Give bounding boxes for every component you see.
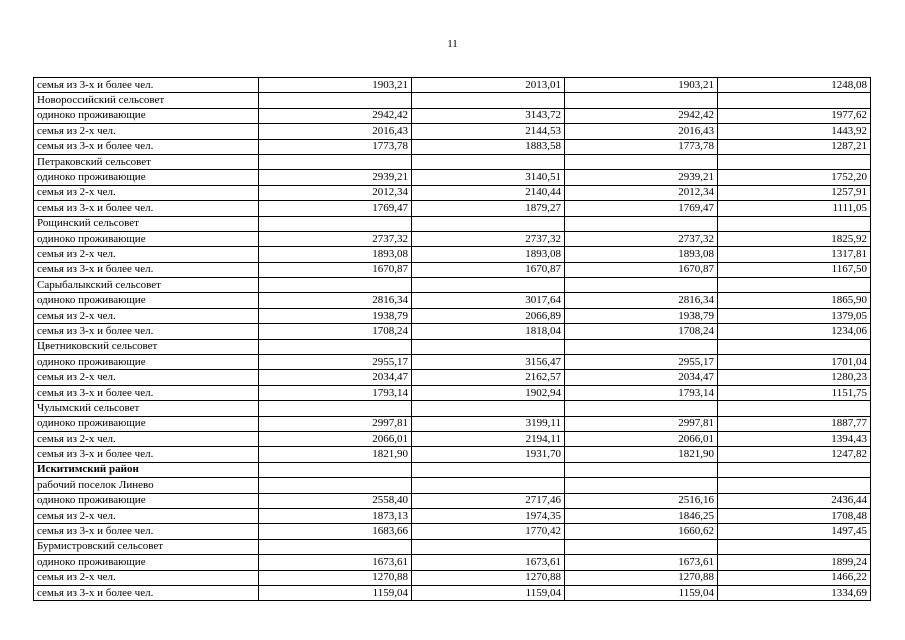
value-cell-2: 1893,08	[412, 247, 565, 262]
value-cell-4	[718, 478, 871, 493]
row-label: семья из 2-х чел.	[34, 124, 259, 139]
table-row	[34, 431, 871, 446]
value-cell-4: 1151,75	[718, 385, 871, 400]
table-row	[34, 78, 871, 93]
value-cell-2: 1270,88	[412, 570, 565, 585]
value-cell-1: 2016,43	[259, 124, 412, 139]
value-cell-1: 2939,21	[259, 170, 412, 185]
row-label: семья из 2-х чел.	[34, 508, 259, 523]
value-cell-2: 1673,61	[412, 555, 565, 570]
value-cell-3: 2955,17	[565, 355, 718, 370]
value-cell-3	[565, 539, 718, 554]
section-header-row	[34, 216, 871, 231]
value-cell-3: 1660,62	[565, 524, 718, 539]
value-cell-4: 1247,82	[718, 447, 871, 462]
value-cell-3: 2016,43	[565, 124, 718, 139]
table-row	[34, 416, 871, 431]
value-cell-4: 1887,77	[718, 416, 871, 431]
row-label: семья из 3-х и более чел.	[34, 78, 259, 93]
value-cell-2	[412, 462, 565, 477]
value-cell-3	[565, 216, 718, 231]
row-label: семья из 2-х чел.	[34, 247, 259, 262]
value-cell-4: 1379,05	[718, 308, 871, 323]
section-header-row	[34, 278, 871, 293]
value-cell-2	[412, 539, 565, 554]
table-row	[34, 324, 871, 339]
row-label: семья из 3-х и более чел.	[34, 262, 259, 277]
value-cell-1	[259, 278, 412, 293]
value-cell-4: 1701,04	[718, 355, 871, 370]
value-cell-4: 1167,50	[718, 262, 871, 277]
section-header-row	[34, 539, 871, 554]
value-cell-3: 1159,04	[565, 585, 718, 600]
value-cell-1	[259, 401, 412, 416]
row-label: семья из 3-х и более чел.	[34, 447, 259, 462]
value-cell-1	[259, 154, 412, 169]
value-cell-1: 2034,47	[259, 370, 412, 385]
value-cell-1	[259, 462, 412, 477]
value-cell-3	[565, 462, 718, 477]
row-label: одиноко проживающие	[34, 555, 259, 570]
table-row	[34, 570, 871, 585]
subsistence-table	[33, 77, 871, 601]
value-cell-2: 3017,64	[412, 293, 565, 308]
value-cell-1	[259, 339, 412, 354]
value-cell-3	[565, 278, 718, 293]
value-cell-3: 1270,88	[565, 570, 718, 585]
value-cell-2: 1883,58	[412, 139, 565, 154]
table-row	[34, 370, 871, 385]
value-cell-3	[565, 339, 718, 354]
row-label: одиноко проживающие	[34, 231, 259, 246]
value-cell-2: 2013,01	[412, 78, 565, 93]
value-cell-3: 1821,90	[565, 447, 718, 462]
row-label: рабочий поселок Линево	[34, 478, 259, 493]
value-cell-4: 1248,08	[718, 78, 871, 93]
value-cell-2: 1670,87	[412, 262, 565, 277]
value-cell-1: 1159,04	[259, 585, 412, 600]
value-cell-2	[412, 154, 565, 169]
row-label: Чулымский сельсовет	[34, 401, 259, 416]
value-cell-2: 2144,53	[412, 124, 565, 139]
value-cell-1: 1938,79	[259, 308, 412, 323]
value-cell-1: 1793,14	[259, 385, 412, 400]
value-cell-2: 2140,44	[412, 185, 565, 200]
section-header-row	[34, 401, 871, 416]
table-row	[34, 385, 871, 400]
table-row	[34, 524, 871, 539]
value-cell-1	[259, 539, 412, 554]
value-cell-2	[412, 478, 565, 493]
row-label: Искитимский район	[34, 462, 259, 477]
value-cell-1: 1903,21	[259, 78, 412, 93]
value-cell-3	[565, 93, 718, 108]
row-label: Петраковский сельсовет	[34, 154, 259, 169]
value-cell-4: 1287,21	[718, 139, 871, 154]
value-cell-1: 2816,34	[259, 293, 412, 308]
value-cell-4	[718, 539, 871, 554]
table-row	[34, 170, 871, 185]
row-label: семья из 2-х чел.	[34, 570, 259, 585]
value-cell-3: 1673,61	[565, 555, 718, 570]
table-row	[34, 231, 871, 246]
value-cell-4: 1466,22	[718, 570, 871, 585]
section-header-row	[34, 154, 871, 169]
row-label: Цветниковский сельсовет	[34, 339, 259, 354]
value-cell-4: 1865,90	[718, 293, 871, 308]
row-label: одиноко проживающие	[34, 416, 259, 431]
row-label: Сарыбалыкский сельсовет	[34, 278, 259, 293]
value-cell-1: 2012,34	[259, 185, 412, 200]
table-body	[34, 78, 871, 601]
table-row	[34, 308, 871, 323]
value-cell-4: 1899,24	[718, 555, 871, 570]
table-row	[34, 262, 871, 277]
row-label: семья из 2-х чел.	[34, 431, 259, 446]
table-row	[34, 555, 871, 570]
section-header-row	[34, 93, 871, 108]
value-cell-1: 2066,01	[259, 431, 412, 446]
value-cell-3: 2066,01	[565, 431, 718, 446]
value-cell-4	[718, 339, 871, 354]
value-cell-1	[259, 93, 412, 108]
row-label: семья из 2-х чел.	[34, 185, 259, 200]
value-cell-3: 2939,21	[565, 170, 718, 185]
value-cell-3: 2942,42	[565, 108, 718, 123]
value-cell-3: 1773,78	[565, 139, 718, 154]
value-cell-2: 2737,32	[412, 231, 565, 246]
value-cell-4: 1317,81	[718, 247, 871, 262]
value-cell-3: 2997,81	[565, 416, 718, 431]
value-cell-4: 1825,92	[718, 231, 871, 246]
value-cell-4: 1708,48	[718, 508, 871, 523]
value-cell-3: 1793,14	[565, 385, 718, 400]
table-row	[34, 493, 871, 508]
value-cell-2: 3199,11	[412, 416, 565, 431]
value-cell-1: 1270,88	[259, 570, 412, 585]
table-row	[34, 447, 871, 462]
value-cell-4: 1752,20	[718, 170, 871, 185]
value-cell-4: 1234,06	[718, 324, 871, 339]
value-cell-1: 1893,08	[259, 247, 412, 262]
row-label: Новороссийский сельсовет	[34, 93, 259, 108]
value-cell-2: 2066,89	[412, 308, 565, 323]
value-cell-4	[718, 401, 871, 416]
value-cell-2	[412, 401, 565, 416]
table-row	[34, 355, 871, 370]
value-cell-2: 1931,70	[412, 447, 565, 462]
value-cell-4: 1334,69	[718, 585, 871, 600]
value-cell-1: 1873,13	[259, 508, 412, 523]
value-cell-3: 2034,47	[565, 370, 718, 385]
value-cell-2	[412, 93, 565, 108]
value-cell-1: 2558,40	[259, 493, 412, 508]
value-cell-3: 2012,34	[565, 185, 718, 200]
row-label: семья из 3-х и более чел.	[34, 324, 259, 339]
value-cell-2	[412, 339, 565, 354]
value-cell-3: 1846,25	[565, 508, 718, 523]
table-row	[34, 508, 871, 523]
value-cell-1: 2955,17	[259, 355, 412, 370]
value-cell-4	[718, 93, 871, 108]
row-label: Рощинский сельсовет	[34, 216, 259, 231]
table-row	[34, 201, 871, 216]
value-cell-2: 1818,04	[412, 324, 565, 339]
value-cell-3	[565, 401, 718, 416]
row-label: семья из 3-х и более чел.	[34, 524, 259, 539]
row-label: семья из 2-х чел.	[34, 370, 259, 385]
row-label: Бурмистровский сельсовет	[34, 539, 259, 554]
page-number: 11	[447, 38, 458, 50]
table-row	[34, 293, 871, 308]
section-header-row	[34, 478, 871, 493]
value-cell-4	[718, 216, 871, 231]
value-cell-4: 1977,62	[718, 108, 871, 123]
value-cell-4: 2436,44	[718, 493, 871, 508]
row-label: одиноко проживающие	[34, 108, 259, 123]
table-row	[34, 585, 871, 600]
section-header-row	[34, 339, 871, 354]
value-cell-4: 1280,23	[718, 370, 871, 385]
value-cell-3	[565, 154, 718, 169]
value-cell-1: 1769,47	[259, 201, 412, 216]
value-cell-3: 1769,47	[565, 201, 718, 216]
value-cell-3: 2816,34	[565, 293, 718, 308]
table-row	[34, 139, 871, 154]
value-cell-3: 1893,08	[565, 247, 718, 262]
value-cell-3	[565, 478, 718, 493]
value-cell-4	[718, 462, 871, 477]
value-cell-4: 1394,43	[718, 431, 871, 446]
value-cell-1: 2997,81	[259, 416, 412, 431]
row-label: семья из 3-х и более чел.	[34, 385, 259, 400]
value-cell-2: 3156,47	[412, 355, 565, 370]
value-cell-1: 2737,32	[259, 231, 412, 246]
table-row	[34, 185, 871, 200]
value-cell-1: 1773,78	[259, 139, 412, 154]
value-cell-2	[412, 278, 565, 293]
value-cell-3: 2737,32	[565, 231, 718, 246]
value-cell-2: 1159,04	[412, 585, 565, 600]
row-label: одиноко проживающие	[34, 293, 259, 308]
value-cell-4: 1111,05	[718, 201, 871, 216]
value-cell-2: 1974,35	[412, 508, 565, 523]
value-cell-4: 1443,92	[718, 124, 871, 139]
value-cell-3: 1670,87	[565, 262, 718, 277]
value-cell-1: 1708,24	[259, 324, 412, 339]
value-cell-3: 2516,16	[565, 493, 718, 508]
value-cell-2: 1770,42	[412, 524, 565, 539]
value-cell-1: 1670,87	[259, 262, 412, 277]
value-cell-4: 1497,45	[718, 524, 871, 539]
value-cell-2: 1879,27	[412, 201, 565, 216]
value-cell-2	[412, 216, 565, 231]
value-cell-2: 3143,72	[412, 108, 565, 123]
value-cell-1: 1821,90	[259, 447, 412, 462]
value-cell-4	[718, 154, 871, 169]
row-label: семья из 3-х и более чел.	[34, 585, 259, 600]
value-cell-3: 1708,24	[565, 324, 718, 339]
value-cell-1	[259, 478, 412, 493]
value-cell-2: 2717,46	[412, 493, 565, 508]
row-label: одиноко проживающие	[34, 355, 259, 370]
row-label: семья из 3-х и более чел.	[34, 201, 259, 216]
value-cell-1: 2942,42	[259, 108, 412, 123]
value-cell-1: 1673,61	[259, 555, 412, 570]
value-cell-2: 2162,57	[412, 370, 565, 385]
value-cell-2: 3140,51	[412, 170, 565, 185]
row-label: семья из 2-х чел.	[34, 308, 259, 323]
value-cell-2: 2194,11	[412, 431, 565, 446]
value-cell-4	[718, 278, 871, 293]
row-label: семья из 3-х и более чел.	[34, 139, 259, 154]
table-row	[34, 124, 871, 139]
value-cell-2: 1902,94	[412, 385, 565, 400]
section-header-row	[34, 462, 871, 477]
value-cell-1	[259, 216, 412, 231]
row-label: одиноко проживающие	[34, 170, 259, 185]
value-cell-4: 1257,91	[718, 185, 871, 200]
row-label: одиноко проживающие	[34, 493, 259, 508]
table-row	[34, 247, 871, 262]
value-cell-1: 1683,66	[259, 524, 412, 539]
table-row	[34, 108, 871, 123]
value-cell-3: 1938,79	[565, 308, 718, 323]
value-cell-3: 1903,21	[565, 78, 718, 93]
